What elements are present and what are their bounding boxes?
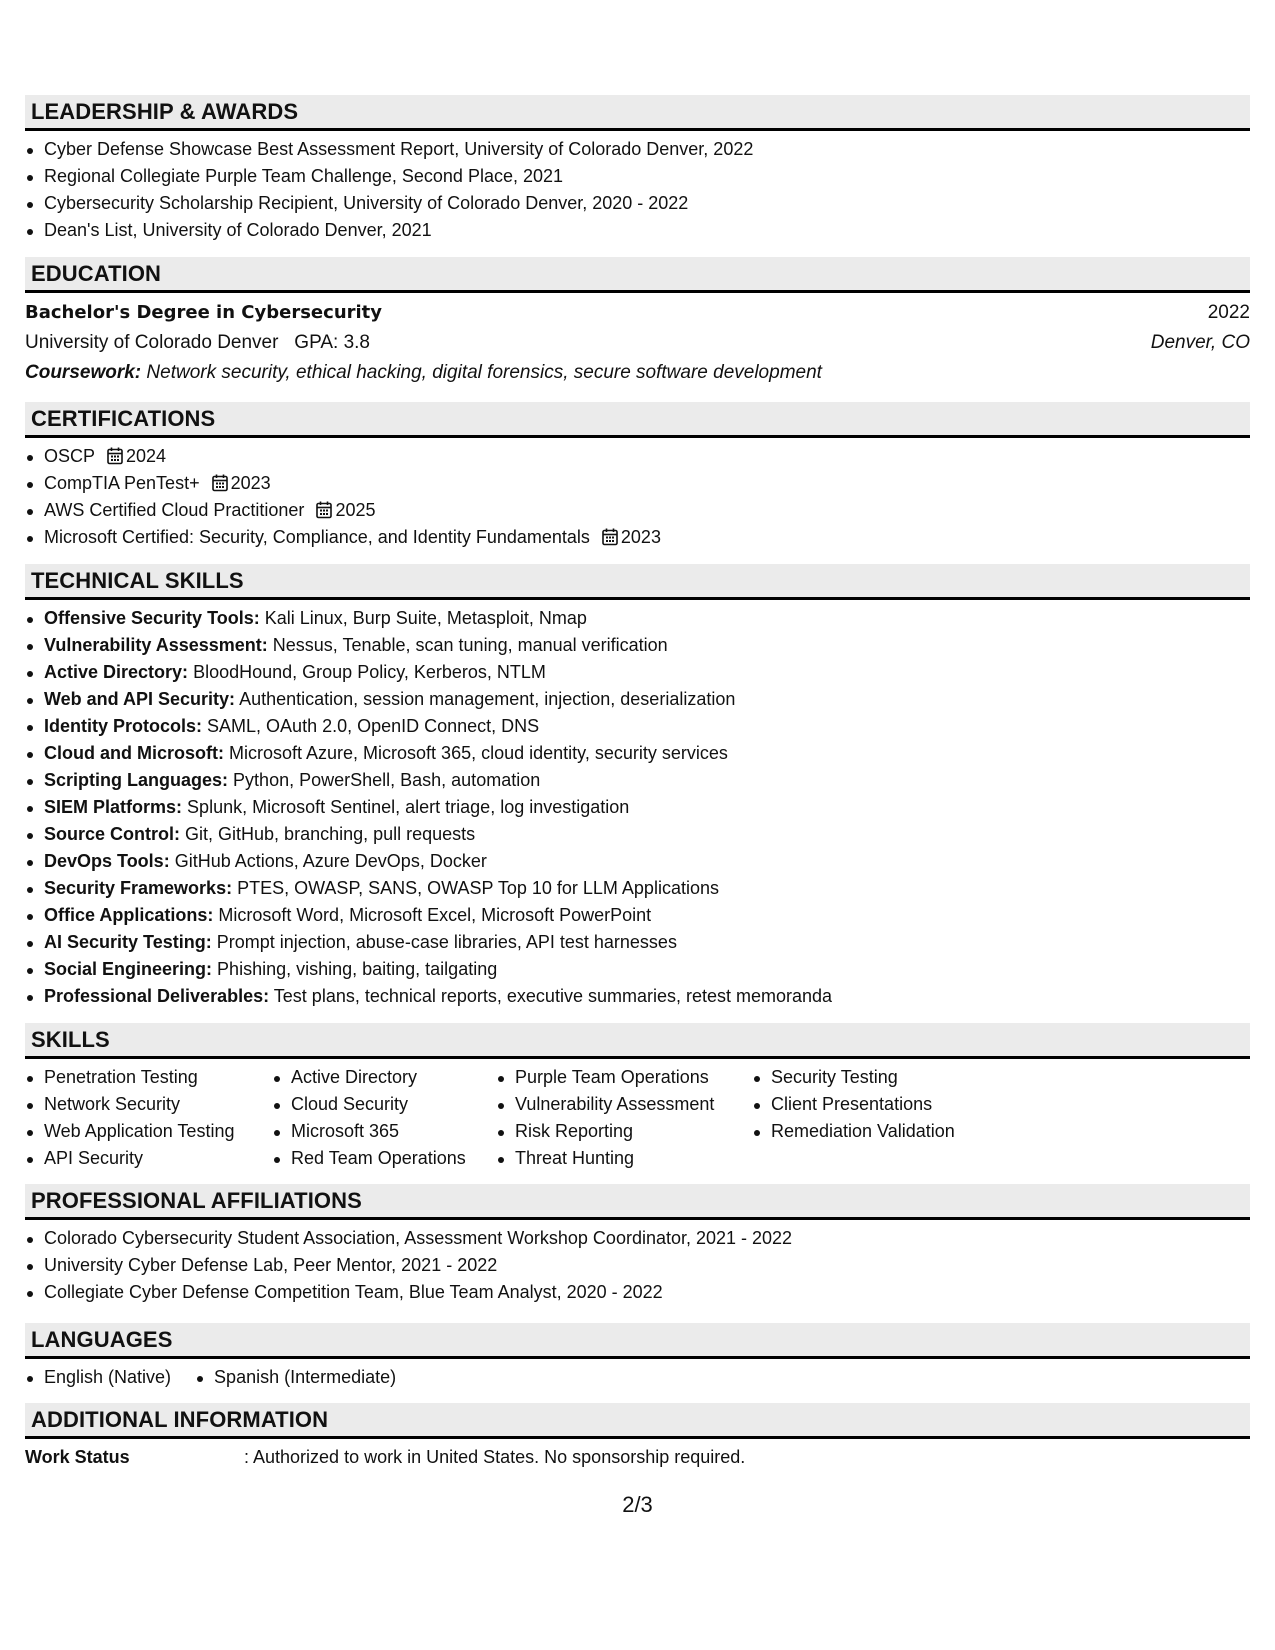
list-item xyxy=(25,794,1250,821)
cert-year: 2023 xyxy=(230,473,271,493)
certifications-list xyxy=(25,443,1250,551)
resume-page xyxy=(25,95,1250,1471)
list-item: Remediation Validation xyxy=(752,1118,982,1145)
cert-year: 2025 xyxy=(335,500,376,520)
calendar-icon xyxy=(212,474,228,492)
page-number: 2/3 xyxy=(622,1492,653,1517)
skill-label: Professional Deliverables: xyxy=(44,986,270,1006)
skill-label: Scripting Languages: xyxy=(44,770,229,790)
skills-column xyxy=(496,1064,752,1172)
graduation-year: 2022 xyxy=(1207,302,1250,323)
list-item xyxy=(25,497,1250,524)
skill-value: BloodHound, Group Policy, Kerberos, NTLM xyxy=(193,662,546,682)
list-item: Web Application Testing xyxy=(25,1118,272,1145)
list-item: Vulnerability Assessment xyxy=(496,1091,752,1118)
list-item: Network Security xyxy=(25,1091,272,1118)
list-item: Microsoft 365 xyxy=(272,1118,496,1145)
work-status-value: : Authorized to work in United States. No sponsorship required. xyxy=(244,1447,746,1467)
calendar-icon xyxy=(602,528,618,546)
skill-value: Prompt injection, abuse-case libraries, API test harnesses xyxy=(216,932,677,952)
list-item: Active Directory xyxy=(272,1064,496,1091)
list-item: Cybersecurity Scholarship Recipient, University of Colorado Denver, 2020 - 2022 xyxy=(25,190,1250,217)
cert-name: AWS Certified Cloud Practitioner xyxy=(44,500,305,520)
list-item xyxy=(25,956,1250,983)
list-item: Spanish (Intermediate) xyxy=(195,1364,396,1391)
skill-value: Microsoft Azure, Microsoft 365, cloud identity, security services xyxy=(229,743,728,763)
skill-value: Splunk, Microsoft Sentinel, alert triage, log investigation xyxy=(187,797,630,817)
section-header-additional: ADDITIONAL INFORMATION xyxy=(25,1403,1250,1439)
list-item: Penetration Testing xyxy=(25,1064,272,1091)
section-header-languages: LANGUAGES xyxy=(25,1323,1250,1359)
list-item: Cyber Defense Showcase Best Assessment Report, University of Colorado Denver, 2022 xyxy=(25,136,1250,163)
technical-skills-list xyxy=(25,605,1250,1010)
skill-label: Office Applications: xyxy=(44,905,214,925)
list-item: English (Native) xyxy=(25,1364,171,1391)
list-item: Risk Reporting xyxy=(496,1118,752,1145)
coursework-label: Coursework: xyxy=(25,362,142,383)
section-header-affiliations: PROFESSIONAL AFFILIATIONS xyxy=(25,1184,1250,1220)
section-header-leadership: LEADERSHIP & AWARDS xyxy=(25,95,1250,131)
skills-column xyxy=(272,1064,496,1172)
skills-column xyxy=(25,1064,272,1172)
calendar-icon xyxy=(316,501,332,519)
skill-label: Active Directory: xyxy=(44,662,189,682)
affiliations-list xyxy=(25,1225,1250,1306)
list-item xyxy=(25,686,1250,713)
skill-label: DevOps Tools: xyxy=(44,851,170,871)
list-item: Red Team Operations xyxy=(272,1145,496,1172)
list-item: Purple Team Operations xyxy=(496,1064,752,1091)
skill-value: SAML, OAuth 2.0, OpenID Connect, DNS xyxy=(207,716,540,736)
skill-value: Git, GitHub, branching, pull requests xyxy=(185,824,476,844)
list-item xyxy=(25,605,1250,632)
school-name: University of Colorado Denver xyxy=(25,332,279,353)
list-item: Dean's List, University of Colorado Denver, 2021 xyxy=(25,217,1250,244)
list-item xyxy=(25,821,1250,848)
gpa: GPA: 3.8 xyxy=(294,332,370,353)
skill-label: Offensive Security Tools: xyxy=(44,608,260,628)
education-entry xyxy=(25,293,1250,402)
skill-label: Source Control: xyxy=(44,824,181,844)
skill-label: AI Security Testing: xyxy=(44,932,212,952)
skill-label: Vulnerability Assessment: xyxy=(44,635,268,655)
skill-label: Cloud and Microsoft: xyxy=(44,743,224,763)
list-item xyxy=(25,740,1250,767)
list-item xyxy=(25,632,1250,659)
list-item xyxy=(25,767,1250,794)
cert-name: Microsoft Certified: Security, Compliance, and Identity Fundamentals xyxy=(44,527,590,547)
section-header-technical-skills: TECHNICAL SKILLS xyxy=(25,564,1250,600)
section-header-education: EDUCATION xyxy=(25,257,1250,293)
skill-value: Test plans, technical reports, executive summaries, retest memoranda xyxy=(273,986,833,1006)
list-item xyxy=(25,875,1250,902)
skill-label: Identity Protocols: xyxy=(44,716,203,736)
list-item: Client Presentations xyxy=(752,1091,982,1118)
calendar-icon xyxy=(107,447,123,465)
skill-value: Microsoft Word, Microsoft Excel, Microsoft PowerPoint xyxy=(218,905,652,925)
cert-name: CompTIA PenTest+ xyxy=(44,473,200,493)
list-item xyxy=(25,470,1250,497)
list-item: Regional Collegiate Purple Team Challenge, Second Place, 2021 xyxy=(25,163,1250,190)
additional-info-row xyxy=(25,1439,1250,1471)
list-item: Threat Hunting xyxy=(496,1145,752,1172)
list-item: Security Testing xyxy=(752,1064,982,1091)
degree-title: Bachelor's Degree in Cybersecurity xyxy=(25,302,383,323)
list-item: API Security xyxy=(25,1145,272,1172)
list-item xyxy=(25,983,1250,1010)
work-status-label: Work Status xyxy=(25,1447,130,1467)
cert-year: 2024 xyxy=(126,446,167,466)
skill-value: PTES, OWASP, SANS, OWASP Top 10 for LLM Applications xyxy=(237,878,719,898)
cert-year: 2023 xyxy=(620,527,661,547)
skill-label: Security Frameworks: xyxy=(44,878,233,898)
list-item xyxy=(25,659,1250,686)
skill-value: Nessus, Tenable, scan tuning, manual verification xyxy=(272,635,668,655)
skill-label: SIEM Platforms: xyxy=(44,797,183,817)
skill-label: Social Engineering: xyxy=(44,959,213,979)
skill-label: Web and API Security: xyxy=(44,689,236,709)
list-item xyxy=(25,929,1250,956)
list-item xyxy=(25,902,1250,929)
list-item: Colorado Cybersecurity Student Association, Assessment Workshop Coordinator, 2021 - 2022 xyxy=(25,1225,1250,1252)
list-item: Collegiate Cyber Defense Competition Team, Blue Team Analyst, 2020 - 2022 xyxy=(25,1279,1250,1306)
languages-list xyxy=(25,1364,420,1391)
cert-name: OSCP xyxy=(44,446,96,466)
section-header-skills: SKILLS xyxy=(25,1023,1250,1059)
list-item xyxy=(25,848,1250,875)
list-item: Cloud Security xyxy=(272,1091,496,1118)
skill-value: Authentication, session management, injection, deserialization xyxy=(239,689,736,709)
list-item xyxy=(25,524,1250,551)
skill-value: Python, PowerShell, Bash, automation xyxy=(233,770,541,790)
list-item: University Cyber Defense Lab, Peer Mentor, 2021 - 2022 xyxy=(25,1252,1250,1279)
list-item xyxy=(25,443,1250,470)
skill-value: Kali Linux, Burp Suite, Metasploit, Nmap xyxy=(264,608,587,628)
list-item xyxy=(25,713,1250,740)
section-header-certifications: CERTIFICATIONS xyxy=(25,402,1250,438)
coursework-text: Network security, ethical hacking, digital forensics, secure software development xyxy=(146,362,822,383)
skills-grid xyxy=(25,1059,1250,1184)
skill-value: Phishing, vishing, baiting, tailgating xyxy=(217,959,498,979)
school-location: Denver, CO xyxy=(1150,332,1250,353)
skill-value: GitHub Actions, Azure DevOps, Docker xyxy=(174,851,487,871)
skills-column xyxy=(752,1064,982,1172)
leadership-list xyxy=(25,136,1250,244)
